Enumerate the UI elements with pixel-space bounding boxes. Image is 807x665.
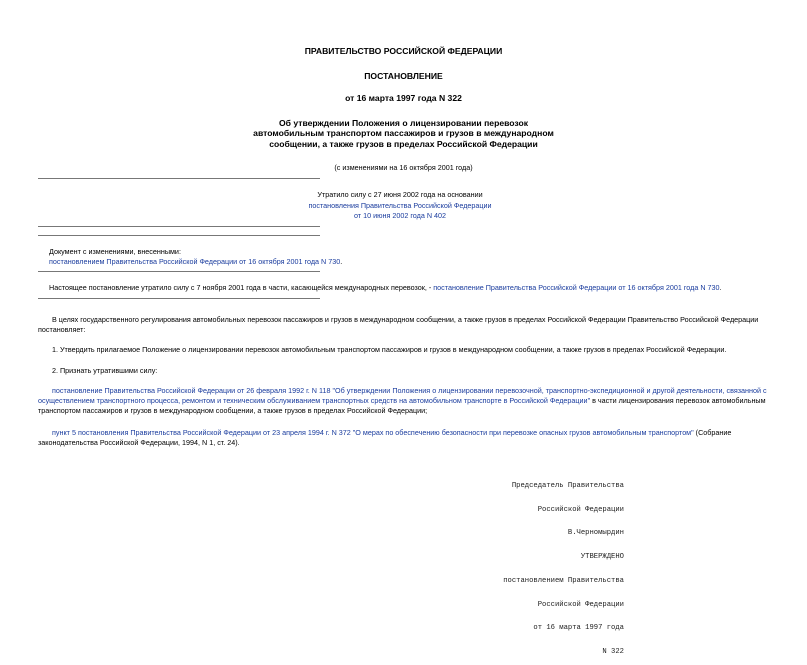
document-type: ПОСТАНОВЛЕНИЕ [364, 71, 443, 81]
status-link[interactable]: постановления Правительства Российской Федерации [308, 201, 492, 210]
signature-line: от 16 марта 1997 года [533, 624, 624, 633]
partial-invalid-suffix: . [719, 283, 722, 292]
signature-line: Российской Федерации [537, 505, 624, 514]
repeal-item-1 [52, 386, 767, 395]
amended-by-suffix: . [340, 257, 343, 266]
signature-line: Председатель Правительства [511, 481, 624, 490]
document-title [0, 118, 807, 149]
document-date-number: от 16 марта 1997 года N 322 [345, 93, 462, 103]
partial-invalid-note [49, 283, 722, 292]
repeal-1-link-cont[interactable]: осуществлением транспортного процесса, ремонтом и техническим обслуживанием транспортных средств на автомобильном транспорте в Российской Федерации" [38, 396, 591, 405]
repeal-2-link[interactable]: пункт 5 постановления Правительства Российской Федерации от 23 апреля 1994 г. N 372 "О мерах по обеспечению безопасности при перевозке опасных грузов автомобильным транспортом" [52, 428, 694, 437]
repeal-item-2-tail: законодательства Российской Федерации, 1994, N 1, ст. 24). [38, 438, 240, 447]
signature-block [503, 467, 624, 665]
amended-by-line [49, 257, 342, 266]
repeal-item-2 [52, 428, 731, 437]
signature-line: УТВЕРЖДЕНО [580, 553, 624, 562]
divider [38, 271, 320, 272]
repeal-2-text: (Собрание [693, 428, 732, 437]
divider [38, 235, 320, 236]
partial-invalid-text: Настоящее постановление утратило силу с 7 ноября 2001 года в части, касающейся международных перевозок, - [49, 283, 434, 292]
title-line: автомобильным транспортом пассажиров и грузов в международном [253, 128, 554, 139]
partial-invalid-link[interactable]: постановление Правительства Российской Федерации от 16 октября 2001 года N 730 [433, 283, 720, 292]
repeal-item-1-tail: транспортом пассажиров и грузов в международном сообщении, а также грузов в пределах Российской Федерации; [38, 406, 428, 415]
amendment-note: (с изменениями на 16 октября 2001 года) [334, 163, 473, 172]
signature-line: N 322 [602, 648, 624, 657]
signature-line: Российской Федерации [537, 600, 624, 609]
signature-line: В.Черномырдин [567, 529, 624, 538]
divider [38, 226, 320, 227]
title-line: сообщении, а также грузов в пределах Российской Федерации [269, 138, 538, 149]
status-text: Утратило силу с 27 июня 2002 года на основании [317, 190, 483, 199]
divider [38, 178, 320, 179]
status-link-date[interactable]: от 10 июня 2002 года N 402 [353, 211, 447, 220]
clause-2: 2. Признать утратившими силу: [52, 366, 158, 375]
amended-by-link[interactable]: постановлением Правительства Российской Федерации от 16 октября 2001 года N 730 [49, 257, 341, 266]
repeal-1-text: в части лицензирования перевозок автомобильным [590, 396, 766, 405]
amended-by-label: Документ с изменениями, внесенными: [49, 247, 181, 256]
preamble-line: В целях государственного регулирования автомобильных перевозок пассажиров и грузов в международном сообщении, а также грузов в пределах Российской Федерации Правительство Российской Федерации [52, 315, 759, 324]
divider [38, 298, 320, 299]
government-heading: ПРАВИТЕЛЬСТВО РОССИЙСКОЙ ФЕДЕРАЦИИ [304, 46, 503, 56]
signature-line: постановлением Правительства [503, 576, 624, 585]
repeal-item-1-cont [38, 396, 766, 405]
preamble-line: постановляет: [38, 325, 86, 334]
clause-1: 1. Утвердить прилагаемое Положение о лицензировании перевозок автомобильным транспортом пассажиров и грузов в международном сообщении, а также грузов в пределах Российской Федерации. [52, 345, 727, 354]
repeal-1-link[interactable]: постановление Правительства Российской Федерации от 26 февраля 1992 г. N 118 "Об утверждении Положения о лицензировании перевозочной, транспортно-экспедиционной и другой деятельности, связанной с [52, 386, 767, 395]
title-line: Об утверждении Положения о лицензировании перевозок [278, 118, 529, 128]
